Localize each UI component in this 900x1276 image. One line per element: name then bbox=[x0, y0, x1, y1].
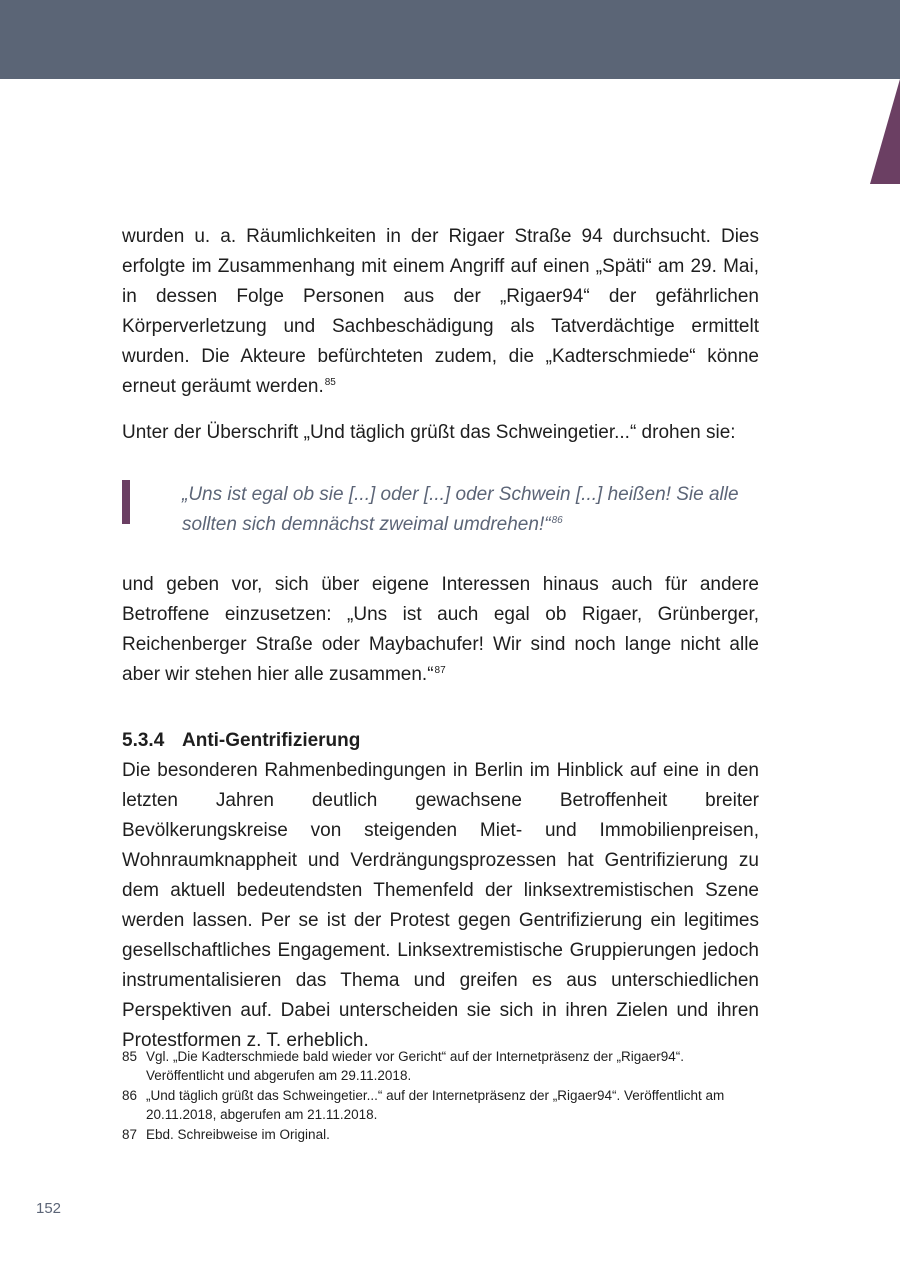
footnote-item bbox=[122, 1125, 759, 1144]
main-content bbox=[122, 222, 759, 1056]
footnote-ref-87[interactable]: 87 bbox=[434, 664, 446, 676]
top-banner bbox=[0, 0, 900, 79]
page-number: 152 bbox=[36, 1200, 62, 1217]
quote-text bbox=[182, 480, 759, 540]
footnote-ref-85[interactable]: 85 bbox=[324, 376, 336, 388]
section-title: Anti-Gentrifizierung bbox=[182, 730, 361, 751]
section-body: Die besonderen Rahmenbedingungen in Berlin im Hinblick auf eine in den letzten Jahren deutlich gewachsene Betroffenheit breiter Bevölkerungskreise von steigenden Miet- und Immobilienpreisen, Wohnraumknappheit und Verdrängungsprozessen hat Gentrifizierung zu dem aktuell bedeutendsten Themenfeld der linksextremistischen Szene werden lassen. Per se ist der Protest gegen Gentrifizierung ein legitimes gesellschaftliches Engagement. Linksextremistische Gruppierungen jedoch instrumentalisieren das Thema und greifen es aus unterschiedlichen Perspektiven auf. Dabei unterscheiden sie sich in ihren Zielen und ihren Protestformen z. T. erheblich. bbox=[122, 760, 759, 1051]
intro-paragraph bbox=[122, 222, 759, 402]
block-quote bbox=[122, 480, 759, 540]
follow-paragraph bbox=[122, 570, 759, 690]
corner-tab-decoration bbox=[870, 79, 900, 184]
follow-paragraph-text: und geben vor, sich über eigene Interessen hinaus auch für andere Betroffene einzusetzen: „Uns ist auch egal ob Rigaer, Grünberger, Reichenberger Straße oder Maybachufer! Wir sind noch lange nicht alle aber wir stehen hier alle zusammen.“ bbox=[122, 574, 759, 685]
footnote-text: „Und täglich grüßt das Schweingetier...“ auf der Internetpräsenz der „Rigaer94“. Veröffentlicht am 20.11.2018, abgerufen am 21.11.2018. bbox=[146, 1088, 725, 1122]
footnote-item bbox=[122, 1047, 759, 1085]
footnotes bbox=[122, 1047, 759, 1145]
footnote-text: Vgl. „Die Kadterschmiede bald wieder vor Gericht“ auf der Internetpräsenz der „Rigaer94“. Veröffentlicht und abgerufen am 29.11.2018. bbox=[146, 1049, 685, 1083]
lead-in-paragraph: Unter der Überschrift „Und täglich grüßt das Schweingetier...“ drohen sie: bbox=[122, 422, 736, 443]
section-number: 5.3.4 bbox=[122, 730, 165, 751]
footnote-number: 85 bbox=[122, 1049, 138, 1064]
corner-tab-shape bbox=[870, 79, 900, 184]
footnote-text: Ebd. Schreibweise im Original. bbox=[146, 1127, 330, 1142]
footnote-number: 86 bbox=[122, 1088, 138, 1103]
intro-paragraph-text: wurden u. a. Räumlichkeiten in der Rigaer Straße 94 durchsucht. Dies erfolgte im Zusammenhang mit einem Angriff auf einen „Späti“ am 29. Mai, in dessen Folge Personen aus der „Rigaer94“ der gefährlichen Körperverletzung und Sachbeschädigung als Tatverdächtige ermittelt wurden. Die Akteure befürchteten zudem, die „Kadterschmiede“ könne erneut geräumt werden. bbox=[122, 226, 759, 397]
footnote-ref-86[interactable]: 86 bbox=[551, 514, 563, 526]
quote-bar bbox=[122, 480, 130, 524]
quote-body: „Uns ist egal ob sie [...] oder [...] oder Schwein [...] heißen! Sie alle sollten sich demnächst zweimal umdrehen!“ bbox=[182, 484, 739, 535]
footnote-item bbox=[122, 1086, 759, 1124]
section-heading bbox=[122, 726, 759, 756]
footnote-number: 87 bbox=[122, 1127, 138, 1142]
